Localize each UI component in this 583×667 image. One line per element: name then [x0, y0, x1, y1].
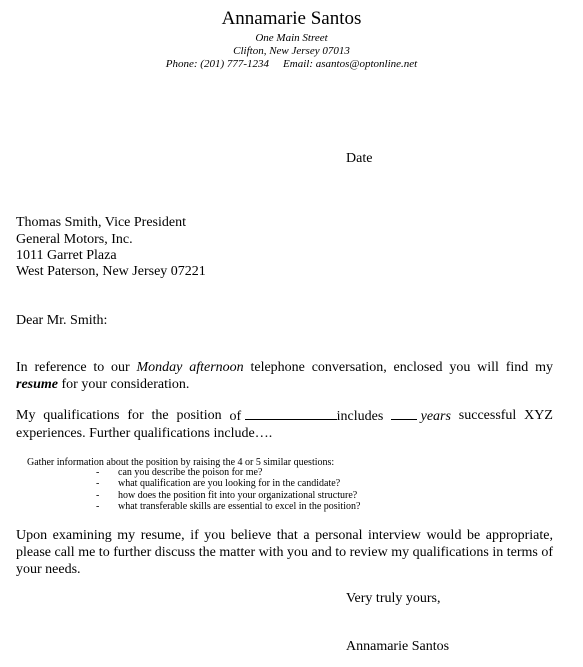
sender-street: One Main Street — [255, 32, 328, 44]
years-blank-group — [391, 407, 451, 425]
position-blank-group — [229, 407, 383, 425]
word: qualifications — [43, 408, 120, 423]
dash-bullet: - — [96, 489, 100, 501]
word: XYZ — [524, 408, 553, 423]
word: My — [16, 408, 36, 423]
paragraph-reference — [16, 359, 553, 393]
recipient-line-2: General Motors, Inc. — [16, 232, 133, 247]
question-text: how does the position fit into your organizational structure? — [118, 489, 358, 501]
list-item — [96, 467, 360, 478]
word: of — [229, 409, 242, 424]
word: for — [127, 408, 144, 423]
paragraph-interview: Upon examining my resume, if you believe that a personal interview would be appropriate, please call me to further discuss the matter with you and to review my qualifications in terms of your needs. — [16, 528, 553, 577]
question-text: what qualification are you looking for in the candidate? — [118, 478, 341, 490]
emphasis-years: years — [420, 409, 451, 424]
recipient-line-3: 1011 Garret Plaza — [16, 248, 117, 263]
word: includes — [336, 409, 384, 424]
recipient-line-1: Thomas Smith, Vice President — [16, 215, 186, 230]
question-list — [96, 467, 360, 513]
word: successful — [458, 408, 517, 423]
sender-name: Annamarie Santos — [221, 8, 362, 29]
emphasis-resume: resume — [16, 377, 58, 392]
dash-bullet: - — [96, 467, 100, 478]
qualifications-line-1 — [16, 407, 553, 425]
years-blank — [391, 407, 417, 420]
position-blank — [245, 407, 337, 420]
emphasis-day: Monday afternoon — [136, 360, 244, 375]
recipient-line-4: West Paterson, New Jersey 07221 — [16, 264, 206, 279]
paragraph-text: In reference to our — [16, 360, 137, 375]
dash-bullet: - — [96, 478, 100, 490]
paragraph-qualifications — [16, 407, 553, 442]
list-item — [96, 490, 360, 501]
sender-email: Email: asantos@optonline.net — [283, 58, 418, 70]
dash-bullet: - — [96, 501, 100, 513]
closing: Very truly yours, — [346, 591, 441, 606]
signature-name: Annamarie Santos — [346, 639, 450, 654]
question-text: can you describe the poison for me? — [118, 467, 263, 478]
qualifications-line-2: experiences. Further qualifications include…. — [16, 426, 273, 441]
sender-contact — [0, 58, 583, 71]
word: position — [176, 408, 222, 423]
list-item — [96, 501, 360, 512]
question-text: what transferable skills are essential to excel in the position? — [118, 501, 361, 513]
paragraph-text: telephone conversation, enclosed you will find my — [243, 360, 553, 375]
paragraph-text: for your consideration. — [58, 377, 190, 392]
date-label: Date — [346, 151, 373, 166]
sender-city: Clifton, New Jersey 07013 — [233, 45, 350, 57]
word: the — [151, 408, 169, 423]
salutation: Dear Mr. Smith: — [16, 313, 108, 328]
sender-phone: Phone: (201) 777-1234 — [165, 58, 270, 70]
gather-intro: Gather information about the position by raising the 4 or 5 similar questions: — [27, 457, 335, 468]
list-item — [96, 478, 360, 489]
